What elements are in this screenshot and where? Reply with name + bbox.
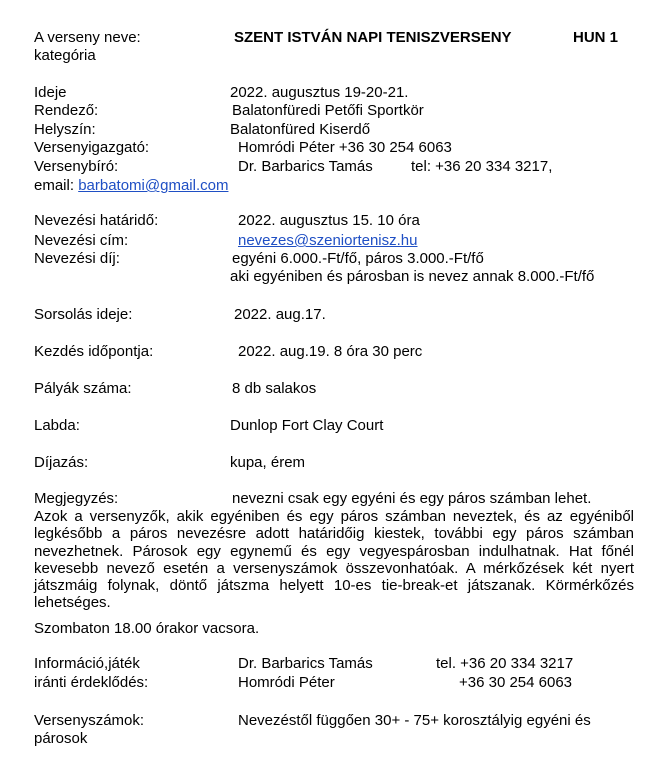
referee-phone: tel: +36 20 334 3217,: [411, 158, 553, 175]
email-label: email:: [34, 177, 79, 194]
referee-label: Versenybíró:: [34, 158, 119, 175]
notes-paragraph: Azok a versenyzők, akik egyéniben és egy páros számban neveztek, és az egyéniből legkésőbb a páros nevezésre adott határidőig kiestek, további egy páros számban nevezhetnek. Párosok egy egynemű és egy vegyespárosban indulhatnak. Hat főnél kevesebb nevező esetén a versenyszámok összevonhatóak. A mérkőzések két nyert játszmáig folynak, döntő játszma helyett 10-es tie-break-et játszanak. Körmérkőzés lehetséges.: [34, 508, 634, 612]
ball-value: Dunlop Fort Clay Court: [230, 417, 384, 434]
courts-value: 8 db salakos: [232, 380, 317, 397]
info-label-line1: Információ,játék: [34, 655, 140, 672]
info-label-line2: iránti érdeklődés:: [34, 674, 149, 691]
events-label: Versenyszámok:: [34, 712, 145, 729]
notes-label: Megjegyzés:: [34, 490, 119, 507]
director-value: Homródi Péter +36 30 254 6063: [238, 139, 452, 156]
entry-fee-label: Nevezési díj:: [34, 250, 120, 267]
entry-deadline-label: Nevezési határidő:: [34, 212, 159, 229]
start-time-label: Kezdés időpontja:: [34, 343, 154, 360]
organizer-label: Rendező:: [34, 102, 99, 119]
category-badge: HUN 1: [573, 29, 619, 46]
date-label: Ideje: [34, 84, 67, 101]
events-value: Nevezéstől függően 30+ - 75+ korosztályig egyéni és: [238, 712, 591, 729]
prizes-value: kupa, érem: [230, 454, 306, 471]
draw-date-label: Sorsolás ideje:: [34, 306, 133, 323]
dinner-note: Szombaton 18.00 órakor vacsora.: [34, 620, 260, 637]
tournament-name-label: A verseny neve:: [34, 29, 141, 46]
entry-fee-value: egyéni 6.000.-Ft/fő, páros 3.000.-Ft/fő: [232, 250, 484, 267]
organizer-value: Balatonfüredi Petőfi Sportkör: [232, 102, 424, 119]
entry-email-link[interactable]: nevezes@szeniortenisz.hu: [238, 232, 418, 249]
entry-deadline-value: 2022. augusztus 15. 10 óra: [238, 212, 420, 229]
tournament-title: SZENT ISTVÁN NAPI TENISZVERSENY: [234, 29, 512, 46]
referee-email-line: [34, 177, 228, 195]
courts-label: Pályák száma:: [34, 380, 132, 397]
date-value: 2022. augusztus 19-20-21.: [230, 84, 409, 101]
entry-address-label: Nevezési cím:: [34, 232, 129, 249]
notes-first-line: nevezni csak egy egyéni és egy páros számban lehet.: [232, 490, 592, 507]
ball-label: Labda:: [34, 417, 80, 434]
venue-value: Balatonfüred Kiserdő: [230, 121, 371, 138]
events-value-cont: párosok: [34, 730, 88, 747]
start-time-value: 2022. aug.19. 8 óra 30 perc: [238, 343, 423, 360]
entry-fee-combined: aki egyéniben és párosban is nevez annak 8.000.-Ft/fő: [230, 268, 595, 285]
info-name2: Homródi Péter: [238, 674, 335, 691]
info-phone2: +36 30 254 6063: [459, 674, 573, 691]
category-label: kategória: [34, 47, 96, 64]
info-phone1: tel. +36 20 334 3217: [436, 655, 574, 672]
prizes-label: Díjazás:: [34, 454, 89, 471]
director-label: Versenyigazgató:: [34, 139, 150, 156]
info-name1: Dr. Barbarics Tamás: [238, 655, 373, 672]
venue-label: Helyszín:: [34, 121, 96, 138]
referee-email-link[interactable]: barbatomi@gmail.com: [78, 177, 229, 194]
referee-name: Dr. Barbarics Tamás: [238, 158, 373, 175]
draw-date-value: 2022. aug.17.: [234, 306, 326, 323]
